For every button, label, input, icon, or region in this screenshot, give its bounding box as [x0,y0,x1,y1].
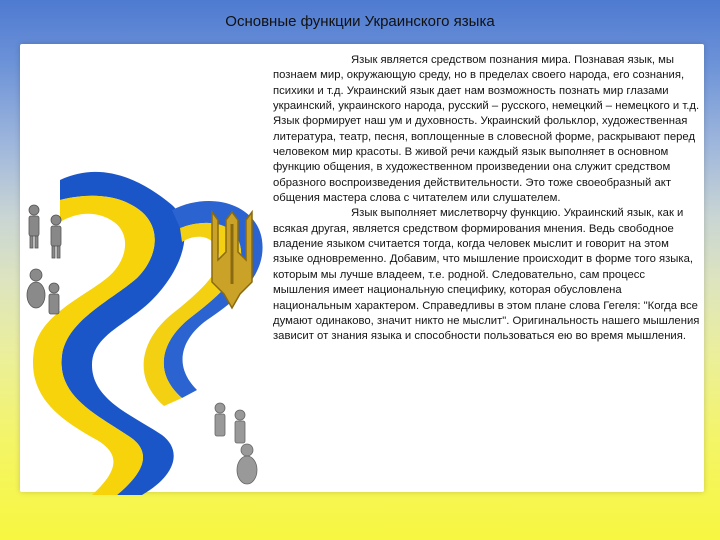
cossack-figure-icon [27,269,59,314]
ukrainian-flag-illustration [22,150,274,510]
body-text [273,53,701,345]
paragraph-thinking: Язык выполняет мислетворчу функцию. Украинский язык, как и всякая другая, является средством формирования мнения. Ведь свободное владение языком считается тогда, когда человек мыслит и говорит на этом языке одновременно. Добавим, что мышление происходит в форме того языка, которым мы лучше владеем, т.е. родной. Следовательно, сам процесс мышления имеет национальную специфику, которая обусловлена национальным характером. Справедливы в этом плане слова Гегеля: "Когда все думают одинаково, значит никто не мыслит". Оригинальность нашего мышления зависит от знания языка и способности пользоваться ею во время мышления. [273,207,700,343]
cossack-figure-icon [215,403,257,484]
paragraph-cognition: Язык является средством познания мира. Познавая язык, мы познаем мир, окружающую среду, но в пределах своего народа, его сознания, психики и т.д. Украинский язык дает нам возможность познать мир глазами украинский, украинского народа, русский – русского, немецкий – немецкого и т.д. Язык формирует наш ум и духовность. Украинский фольклор, художественная литература, театр, песня, воплощенные в словесной форме, раскрывают перед человеком мир красоты. В живой речи каждый язык выполняет в основном функцию общения, в художественном произведении она служит средством образного воспроизведения действительности. Это тоже своеобразный акт общения мастера слова с читателем или слушателем. [273,54,700,205]
slide-title: Основные функции Украинского языка [225,13,495,30]
cossack-figure-icon [29,205,61,258]
